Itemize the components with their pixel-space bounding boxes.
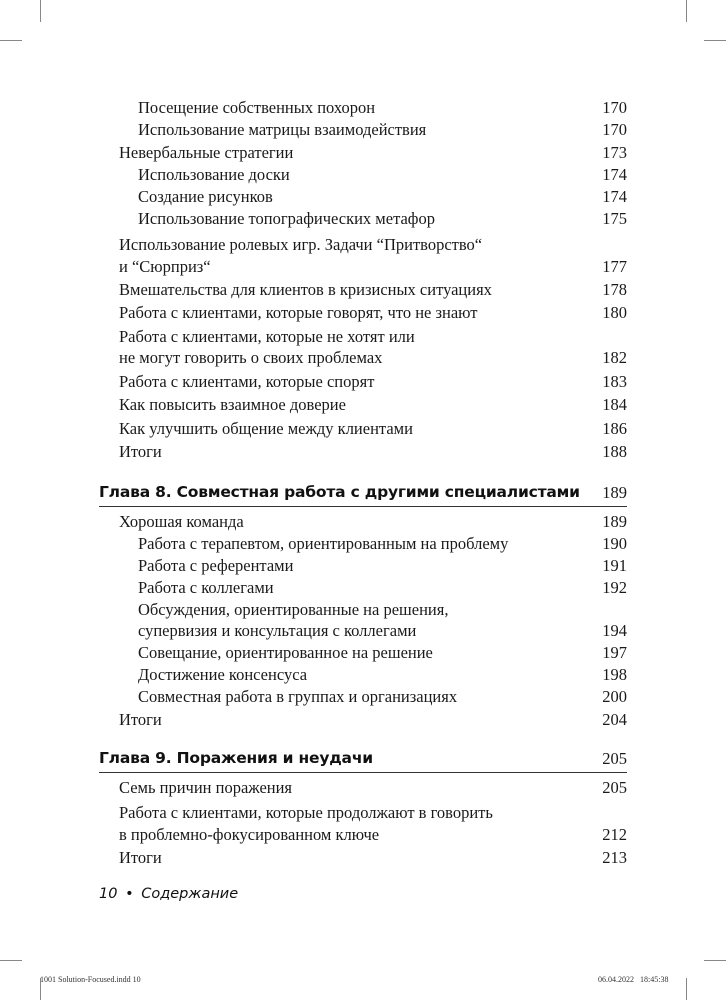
- toc-page-number: 191: [602, 556, 627, 575]
- toc-page-number: 188: [602, 442, 627, 461]
- slug-timestamp: 06.04.2022 18:45:38: [598, 975, 669, 984]
- toc-entry: Посещение собственных похорон: [138, 98, 376, 117]
- toc-entry: Вмешательства для клиентов в кризисных ситуациях: [119, 280, 492, 299]
- chapter-8-page-number: 189: [602, 483, 627, 502]
- toc-entry: в проблемно-фокусированном ключе: [119, 825, 380, 844]
- toc-entry: Работа с референтами: [138, 556, 294, 575]
- toc-page-number: 173: [602, 143, 627, 162]
- toc-entry: Как улучшить общение между клиентами: [119, 419, 413, 438]
- toc-entry: Хорошая команда: [119, 512, 244, 531]
- toc-entry: Совместная работа в группах и организациях: [138, 687, 458, 706]
- toc-entry: Создание рисунков: [138, 187, 273, 206]
- toc-entry: Семь причин поражения: [119, 778, 293, 797]
- toc-entry: Работа с коллегами: [138, 578, 274, 597]
- toc-entry: Итоги: [119, 848, 162, 867]
- chapter-8-rule: [99, 506, 627, 507]
- toc-page-number: 178: [602, 280, 627, 299]
- toc-entry: и “Сюрприз“: [119, 257, 211, 276]
- toc-page-number: 186: [602, 419, 627, 438]
- toc-page-number: 170: [602, 98, 627, 117]
- toc-page-number: 182: [602, 348, 627, 367]
- toc-entry: Работа с терапевтом, ориентированным на проблему: [138, 534, 509, 553]
- toc-entry: Работа с клиентами, которые спорят: [119, 372, 375, 391]
- chapter-9-page-number: 205: [602, 749, 627, 768]
- toc-page-number: 192: [602, 578, 627, 597]
- toc-page-number: 213: [602, 848, 627, 867]
- running-footer: [99, 886, 238, 902]
- toc-page-number: 189: [602, 512, 627, 531]
- toc-entry: Как повысить взаимное доверие: [119, 395, 346, 414]
- toc-entry: Работа с клиентами, которые не хотят или: [119, 327, 415, 346]
- toc-entry: Совещание, ориентированное на решение: [138, 643, 433, 662]
- toc-entry: Использование доски: [138, 165, 290, 184]
- toc-entry: Итоги: [119, 710, 162, 729]
- toc-entry: Итоги: [119, 442, 162, 461]
- toc-page-number: 184: [602, 395, 627, 414]
- toc-entry: Обсуждения, ориентированные на решения,: [138, 600, 449, 619]
- chapter-8-title: Глава 8. Совместная работа с другими специалистами: [99, 483, 580, 501]
- chapter-9-title: Глава 9. Поражения и неудачи: [99, 749, 373, 767]
- toc-page-number: 204: [602, 710, 627, 729]
- toc-page-number: 200: [602, 687, 627, 706]
- toc-page-number: 170: [602, 120, 627, 139]
- toc-entry: супервизия и консультация с коллегами: [138, 621, 417, 640]
- toc-entry: Невербальные стратегии: [119, 143, 294, 162]
- toc-page-number: 175: [602, 209, 627, 228]
- slug-file-name: 1001 Solution-Focused.indd 10: [40, 975, 141, 984]
- toc-entry: Работа с клиентами, которые говорят, что не знают: [119, 303, 478, 322]
- toc-page-number: 177: [602, 257, 627, 276]
- chapter-9-rule: [99, 772, 627, 773]
- toc-page-number: 174: [602, 165, 627, 184]
- toc-page-number: 180: [602, 303, 627, 322]
- toc-page-number: 190: [602, 534, 627, 553]
- footer-bullet: •: [125, 886, 134, 902]
- toc-page-number: 212: [602, 825, 627, 844]
- toc-page-number: 194: [602, 621, 627, 640]
- toc-entry: Достижение консенсуса: [138, 665, 308, 684]
- toc-entry: Использование топографических метафор: [138, 209, 435, 228]
- toc-entry: Использование ролевых игр. Задачи “Притворство“: [119, 235, 483, 254]
- toc-page-number: 197: [602, 643, 627, 662]
- toc-entry: не могут говорить о своих проблемах: [119, 348, 383, 367]
- toc-entry: Работа с клиентами, которые продолжают в говорить: [119, 803, 493, 822]
- footer-section-title: Содержание: [141, 886, 239, 902]
- toc-page-number: 205: [602, 778, 627, 797]
- footer-page-number: 10: [99, 886, 118, 902]
- toc-page-number: 198: [602, 665, 627, 684]
- toc-page-number: 183: [602, 372, 627, 391]
- toc-page-number: 174: [602, 187, 627, 206]
- toc-entry: Использование матрицы взаимодействия: [138, 120, 427, 139]
